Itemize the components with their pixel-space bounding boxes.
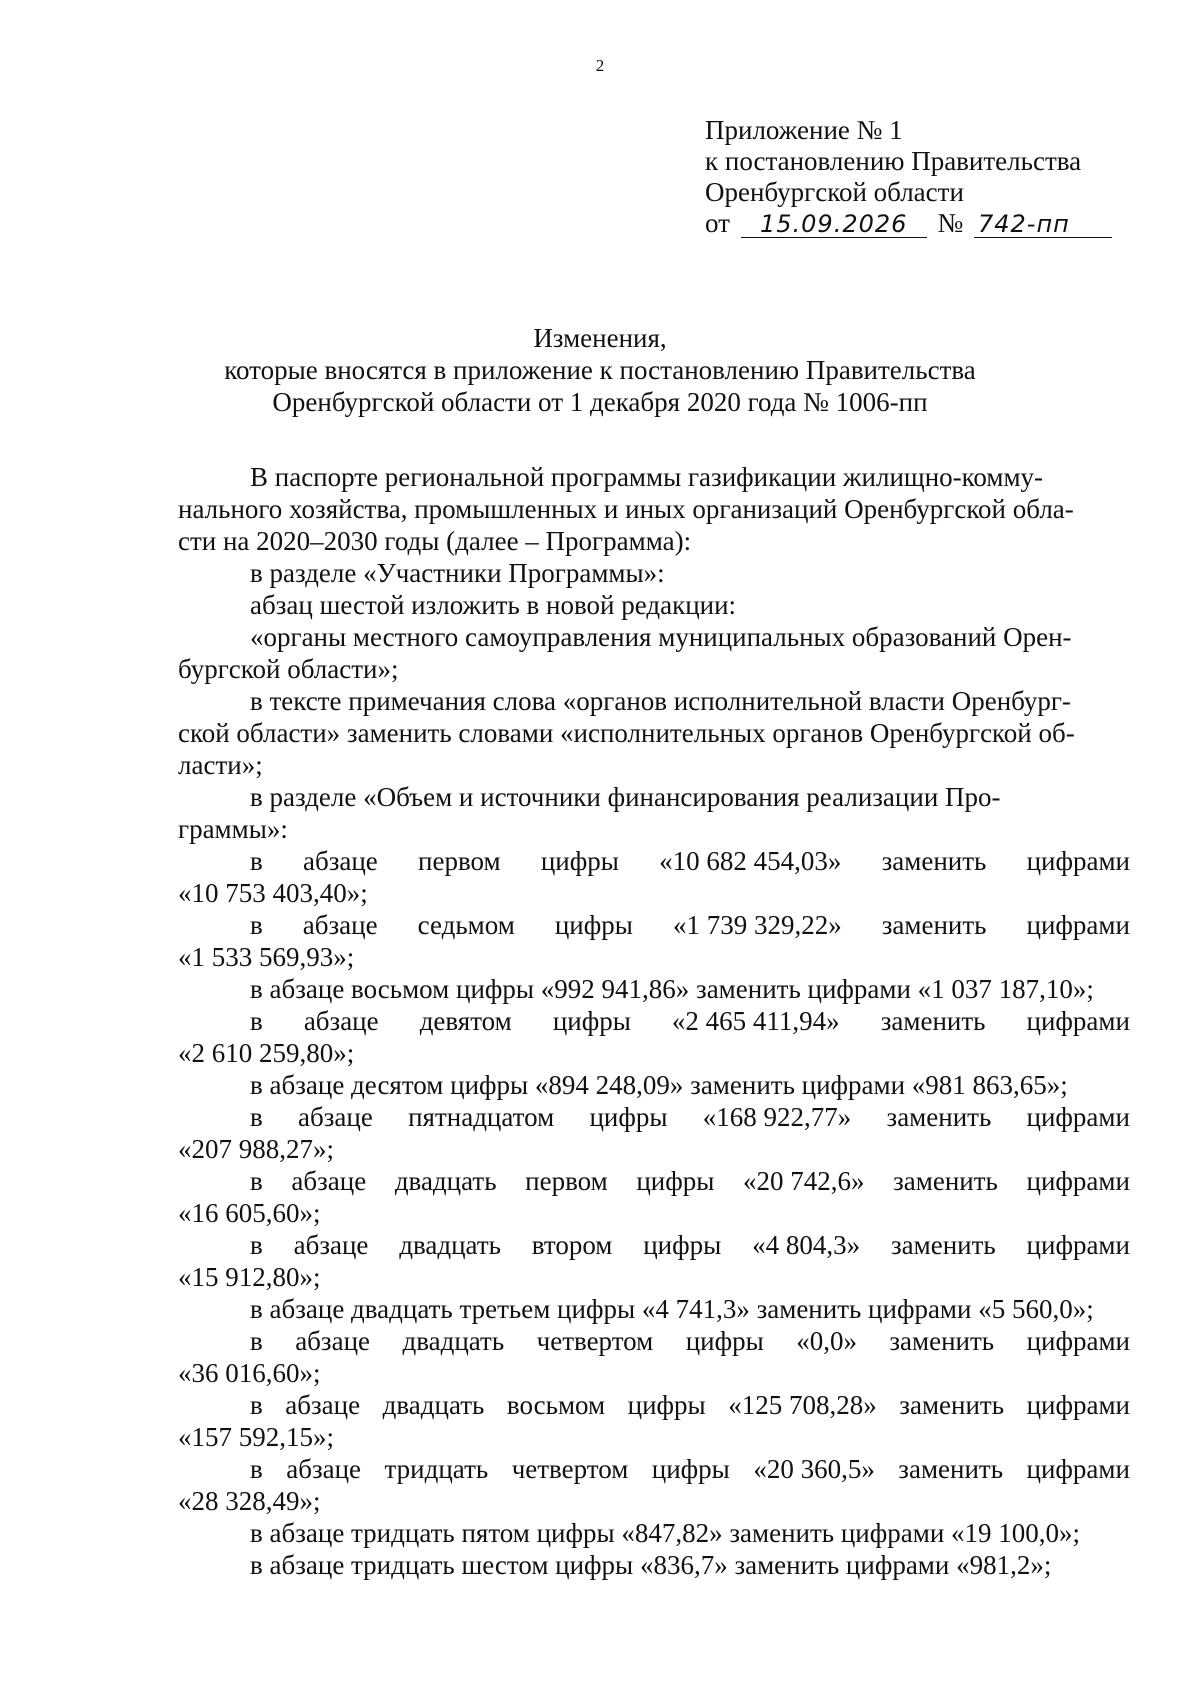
- word: цифры: [685, 1326, 764, 1356]
- word: заменить: [893, 1166, 998, 1196]
- word: цифрами: [1026, 1390, 1130, 1420]
- word: заменить: [886, 1102, 992, 1132]
- word: в: [250, 846, 263, 876]
- appendix-date-line: [705, 208, 1112, 239]
- amendment-tail: «1 533 569,93»;: [178, 942, 355, 972]
- word: «2 465 411,94»: [671, 1006, 840, 1036]
- amendment-line: [178, 1229, 1130, 1261]
- word: «1 739 329,22»: [672, 910, 842, 940]
- handwritten-number: 742-пп: [974, 211, 1112, 238]
- word: в: [250, 1006, 263, 1036]
- amendment-line: [178, 1389, 1130, 1421]
- paragraph-line: в разделе «Объем и источники финансирования реализации Про-: [250, 782, 1001, 812]
- word: абзаце: [291, 1166, 367, 1196]
- word: первом: [525, 1166, 608, 1196]
- amendment-line: в абзаце тридцать шестом цифры «836,7» заменить цифрами «981,2»;: [250, 1550, 1052, 1580]
- amendment-tail: «10 753 403,40»;: [178, 878, 368, 908]
- title-line-3: Оренбургской области от 1 декабря 2020 года № 1006-пп: [272, 387, 928, 417]
- paragraph-line: ской области» заменить словами «исполнительных органов Оренбургской об-: [178, 718, 1075, 748]
- word: двадцать: [402, 1326, 505, 1356]
- word: двадцать: [399, 1230, 501, 1260]
- word: седьмом: [417, 910, 515, 940]
- page-number: 2: [595, 56, 605, 75]
- word: заменить: [881, 846, 987, 876]
- word: цифрами: [1026, 1326, 1130, 1356]
- word: девятом: [419, 1006, 512, 1036]
- word: втором: [531, 1230, 613, 1260]
- word: четвертом: [511, 1454, 629, 1484]
- word: пятнадцатом: [408, 1102, 555, 1132]
- word: четвертом: [536, 1326, 654, 1356]
- amendment-tail: «2 610 259,80»;: [178, 1038, 355, 1068]
- paragraph-line: в тексте примечания слова «органов исполнительной власти Оренбург-: [250, 686, 1071, 716]
- amendment-line: [178, 1165, 1130, 1197]
- word: заменить: [881, 910, 987, 940]
- word: цифрами: [1026, 846, 1130, 876]
- amendment-line: в абзаце двадцать третьем цифры «4 741,3» заменить цифрами «5 560,0»;: [250, 1294, 1094, 1324]
- amendment-line: [178, 1101, 1130, 1133]
- word: в: [250, 1326, 263, 1356]
- word: цифрами: [1026, 1230, 1130, 1260]
- word: «168 922,77»: [702, 1102, 852, 1132]
- paragraph-line: абзац шестой изложить в новой редакции:: [250, 590, 737, 620]
- amendment-line: в абзаце восьмом цифры «992 941,86» заменить цифрами «1 037 187,10»;: [250, 974, 1094, 1004]
- word: цифрами: [1026, 1006, 1130, 1036]
- paragraph-line: в разделе «Участники Программы»:: [250, 558, 665, 588]
- word: заменить: [899, 1390, 1005, 1420]
- word: цифры: [540, 846, 619, 876]
- word: абзаце: [285, 1390, 361, 1420]
- word: двадцать: [394, 1166, 497, 1196]
- from-label: от: [705, 208, 730, 238]
- word: цифры: [636, 1166, 715, 1196]
- paragraph-line: «органы местного самоуправления муниципальных образований Орен-: [250, 622, 1072, 652]
- word: заменить: [890, 1230, 996, 1260]
- word: цифры: [627, 1390, 706, 1420]
- word: заменить: [880, 1006, 986, 1036]
- document-title: [0, 322, 1200, 418]
- appendix-line-1: Приложение № 1: [705, 115, 903, 145]
- word: абзаце: [303, 1006, 379, 1036]
- word: первом: [418, 846, 501, 876]
- word: цифрами: [1026, 1102, 1130, 1132]
- word: абзаце: [295, 1326, 371, 1356]
- word: абзаце: [302, 846, 378, 876]
- amendment-line: в абзаце десятом цифры «894 248,09» заменить цифрами «981 863,65»;: [250, 1070, 1068, 1100]
- amendment-tail: «157 592,15»;: [178, 1422, 335, 1452]
- word: цифры: [643, 1230, 722, 1260]
- amendment-line: [178, 845, 1130, 877]
- word: тридцать: [384, 1454, 489, 1484]
- amendment-line: [178, 1005, 1130, 1037]
- word: в: [250, 1390, 263, 1420]
- word: цифрами: [1026, 910, 1130, 940]
- word: цифры: [554, 910, 633, 940]
- word: заменить: [898, 1454, 1004, 1484]
- word: «125 708,28»: [728, 1390, 877, 1420]
- word: в: [250, 1166, 263, 1196]
- number-label: №: [937, 208, 964, 238]
- word: цифрами: [1026, 1454, 1130, 1484]
- word: цифры: [589, 1102, 668, 1132]
- amendment-line: в абзаце тридцать пятом цифры «847,82» заменить цифрами «19 100,0»;: [250, 1518, 1081, 1548]
- title-line-2: которые вносятся в приложение к постановлению Правительства: [224, 355, 976, 385]
- word: двадцать: [382, 1390, 485, 1420]
- amendment-tail: «36 016,60»;: [178, 1358, 321, 1388]
- word: цифрами: [1026, 1166, 1130, 1196]
- word: «0,0»: [796, 1326, 857, 1356]
- amendment-line: [178, 1325, 1130, 1357]
- document-body: [178, 461, 1130, 1581]
- word: абзаце: [298, 1102, 373, 1132]
- amendment-tail: «15 912,80»;: [178, 1262, 321, 1292]
- paragraph-line: бургской области»;: [178, 654, 399, 684]
- appendix-line-2: к постановлению Правительства: [705, 146, 1082, 176]
- word: «4 804,3»: [752, 1230, 861, 1260]
- word: «20 360,5»: [753, 1454, 875, 1484]
- word: цифры: [552, 1006, 631, 1036]
- paragraph-line: ласти»;: [178, 750, 263, 780]
- word: «20 742,6»: [743, 1166, 865, 1196]
- title-line-1: Изменения,: [533, 323, 667, 353]
- amendment-line: [178, 1453, 1130, 1485]
- paragraph-line: В паспорте региональной программы газификации жилищно-комму-: [250, 462, 1044, 492]
- handwritten-date: 15.09.2026: [741, 211, 927, 238]
- word: заменить: [889, 1326, 995, 1356]
- word: цифры: [651, 1454, 730, 1484]
- word: абзаце: [293, 1230, 369, 1260]
- word: в: [250, 910, 263, 940]
- word: восьмом: [506, 1390, 606, 1420]
- paragraph-line: граммы»:: [178, 814, 288, 844]
- amendment-line: [178, 909, 1130, 941]
- paragraph-line: сти на 2020–2030 годы (далее – Программа):: [178, 526, 692, 556]
- appendix-header: [705, 115, 1112, 239]
- amendment-tail: «16 605,60»;: [178, 1198, 321, 1228]
- word: в: [250, 1454, 263, 1484]
- paragraph-line: нального хозяйства, промышленных и иных организаций Оренбургской обла-: [178, 494, 1074, 524]
- appendix-line-3: Оренбургской области: [705, 177, 964, 207]
- word: «10 682 454,03»: [659, 846, 842, 876]
- amendment-tail: «207 988,27»;: [178, 1134, 335, 1164]
- word: абзаце: [286, 1454, 362, 1484]
- word: абзаце: [302, 910, 378, 940]
- word: в: [250, 1230, 263, 1260]
- amendment-tail: «28 328,49»;: [178, 1486, 321, 1516]
- word: в: [250, 1102, 263, 1132]
